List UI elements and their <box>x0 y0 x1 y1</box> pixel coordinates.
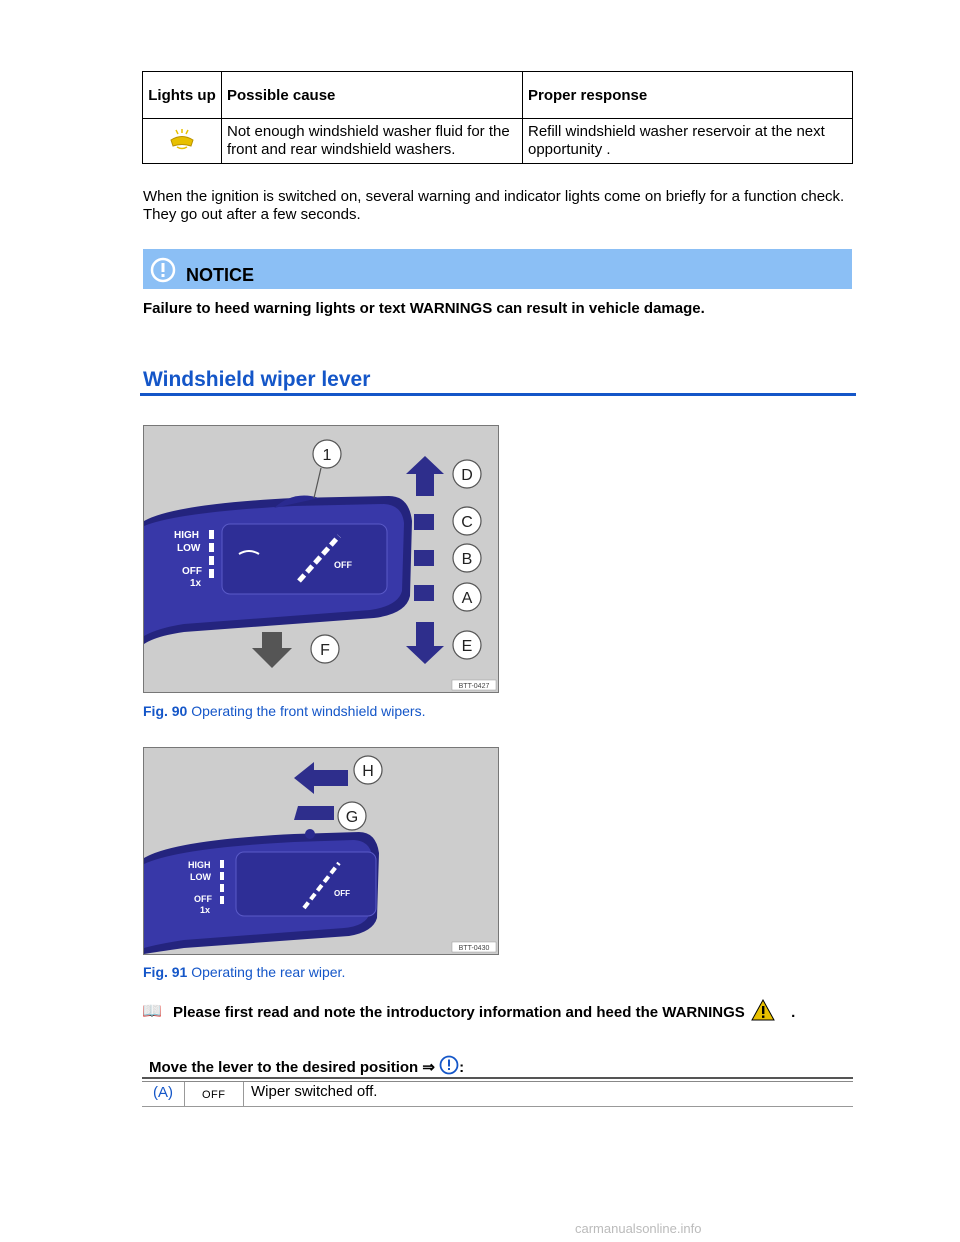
move-lever-text: Move the lever to the desired position ⇒ <box>149 1059 435 1076</box>
read-note <box>173 999 795 1021</box>
figure-front-wipers <box>143 425 499 693</box>
col-header-cause: Possible cause <box>222 72 523 119</box>
figure-code: BTT-0427 <box>458 683 490 690</box>
table-top-rule-inner <box>142 1081 853 1082</box>
table-top-rule <box>142 1077 853 1079</box>
figure-number: Fig. 90 <box>143 703 188 719</box>
section-title: Windshield wiper lever <box>143 368 371 391</box>
lever-position-c <box>414 514 434 530</box>
position-description: Wiper switched off. <box>251 1083 378 1100</box>
callout-c: C <box>461 514 473 531</box>
callout-a: A <box>461 590 473 607</box>
section-rule <box>140 393 856 396</box>
lever-label-1x: 1x <box>200 905 211 915</box>
callout-d: D <box>461 467 473 484</box>
figure-number: Fig. 91 <box>143 964 188 980</box>
washer-fluid-warning-icon <box>168 127 196 151</box>
callout-e: E <box>461 638 473 655</box>
column-divider <box>184 1082 185 1106</box>
warning-light-table <box>142 71 853 164</box>
callout-1-label: 1 <box>322 447 332 464</box>
figure-code: BTT-0430 <box>458 945 490 952</box>
lever-label-off: OFF <box>194 894 212 904</box>
watermark: carmanualsonline.info <box>575 1221 702 1236</box>
callout-g: G <box>345 809 359 826</box>
rear-wiper-lever-illustration <box>144 748 498 954</box>
callout-h: H <box>362 763 374 780</box>
warning-triangle-icon <box>751 999 775 1021</box>
col-header-response: Proper response <box>523 72 853 119</box>
figure-caption-text: Operating the rear wiper. <box>191 964 346 980</box>
figure-caption-text: Operating the front windshield wipers. <box>191 703 426 719</box>
book-icon: 📖 <box>142 1003 162 1020</box>
read-note-text: Please first read and note the introductory information and heed the WARNINGS <box>173 1004 745 1021</box>
lights-up-cell <box>143 119 222 164</box>
position-symbol: OFF <box>202 1089 226 1101</box>
lever-label-rear-off: OFF <box>334 560 352 570</box>
col-header-lights-up: Lights up <box>143 72 222 119</box>
notice-exclamation-icon <box>150 257 176 283</box>
position-label: (A) <box>153 1084 173 1101</box>
figure-rear-wiper <box>143 747 499 955</box>
move-lever-heading <box>149 1055 464 1076</box>
response-cell: Refill windshield washer reservoir at the next opportunity . <box>523 119 853 164</box>
callout-b: B <box>461 551 473 568</box>
lever-position-b <box>414 550 434 566</box>
column-divider <box>243 1082 244 1106</box>
notice-circle-icon <box>439 1055 459 1075</box>
table-row <box>143 119 853 164</box>
table-bottom-rule <box>142 1106 853 1107</box>
wiper-lever-illustration <box>144 426 498 692</box>
figure-caption <box>143 703 425 719</box>
lever-label-high: HIGH <box>188 860 211 870</box>
lever-position-a <box>414 585 434 601</box>
lever-label-1x: 1x <box>190 578 202 589</box>
callout-f: F <box>320 642 330 659</box>
lever-position-g <box>294 806 334 820</box>
move-lever-end: : <box>459 1059 465 1076</box>
lever-label-rear-off: OFF <box>334 889 350 898</box>
lever-label-low: LOW <box>190 872 211 882</box>
lever-label-off: OFF <box>182 566 202 577</box>
notice-title: NOTICE <box>186 265 255 285</box>
lever-label-low: LOW <box>177 543 201 554</box>
notice-text: Failure to heed warning lights or text WARNINGS can result in vehicle damage. <box>143 300 705 317</box>
read-note-end: . <box>791 1004 796 1021</box>
ignition-paragraph: When the ignition is switched on, several warning and indicator lights come on briefly for a function check. They go out after a few seconds. <box>143 188 845 223</box>
table-header-row <box>143 72 853 119</box>
figure-caption <box>143 964 345 980</box>
cause-cell: Not enough windshield washer fluid for the front and rear windshield washers. <box>222 119 523 164</box>
lever-label-high: HIGH <box>174 530 199 541</box>
